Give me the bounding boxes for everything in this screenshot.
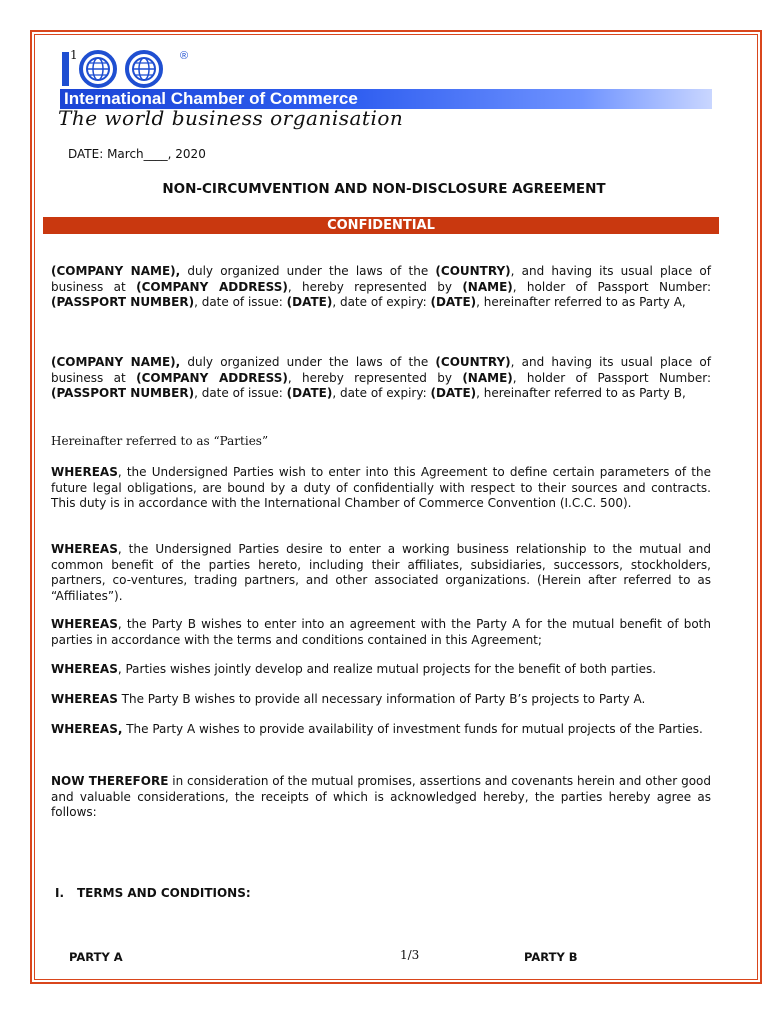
bold-text-run: (NAME) [462, 370, 513, 385]
text-run: , date of issue: [194, 386, 287, 400]
confidential-banner: CONFIDENTIAL [43, 217, 719, 234]
bold-text-run: (DATE) [286, 386, 333, 400]
party-b-paragraph [51, 355, 711, 402]
footer-party-a: PARTY A [69, 950, 123, 964]
whereas-clause-4 [51, 662, 711, 678]
text-run: , and having its usual place of business at [51, 355, 711, 385]
text-run: in consideration of the mutual promises, assertions and covenants herein and other good and valuable considerations, the receipts of which is acknowledged hereby, the parties hereby agree as follows: [51, 774, 711, 819]
bold-text-run: WHEREAS [51, 617, 118, 631]
registered-mark: ® [180, 50, 189, 62]
bold-text-run: (DATE) [430, 386, 477, 400]
text-run: The Party A wishes to provide availability of investment funds for mutual projects of the Parties. [122, 722, 703, 736]
text-run: duly organized under the laws of the [180, 355, 436, 369]
page-marker: 1 [70, 48, 78, 62]
text-run: , the Undersigned Parties wish to enter into this Agreement to define certain parameters of the future legal obligations, are bound by a duty of confidentially with respect to their sources and contracts. This duty is in accordance with the International Chamber of Commerce Convention (I.C.C. 500). [51, 465, 711, 510]
section-title: TERMS AND CONDITIONS: [77, 886, 251, 900]
document-title: NON-CIRCUMVENTION AND NON-DISCLOSURE AGREEMENT [162, 181, 606, 197]
bold-text-run: (COMPANY ADDRESS) [136, 279, 288, 294]
bold-text-run: (COMPANY ADDRESS) [136, 370, 288, 385]
icc-globe-logo-icon [60, 50, 180, 88]
bold-text-run: WHEREAS [51, 662, 118, 676]
bold-text-run: (PASSPORT NUMBER) [51, 386, 195, 400]
bold-text-run: NOW THEREFORE [51, 774, 169, 788]
text-run: , holder of Passport Number: [512, 279, 712, 294]
text-run: , hereby represented by [287, 279, 463, 294]
bold-text-run: WHEREAS, [51, 722, 123, 736]
whereas-clause-1 [51, 465, 711, 512]
tagline: The world business organisation [58, 106, 404, 130]
bold-text-run: (NAME) [462, 279, 513, 294]
footer-party-b: PARTY B [524, 950, 578, 964]
bold-text-run: WHEREAS [51, 692, 118, 706]
text-run: , date of expiry: [332, 295, 431, 309]
bold-text-run: (DATE) [430, 295, 477, 309]
bold-text-run: WHEREAS [51, 465, 118, 479]
footer-page-number: 1/3 [400, 948, 420, 962]
now-therefore-clause [51, 774, 711, 821]
text-run: , date of expiry: [332, 386, 431, 400]
bold-text-run: (PASSPORT NUMBER) [51, 295, 195, 309]
whereas-clause-3 [51, 617, 711, 648]
bold-text-run: (COMPANY NAME), [51, 264, 181, 278]
text-run: , hereinafter referred to as Party A, [476, 295, 686, 309]
whereas-clause-2 [51, 542, 711, 604]
organisation-banner: International Chamber of Commerce [60, 89, 712, 109]
date-line: DATE: March____, 2020 [68, 147, 206, 161]
text-run: , hereinafter referred to as Party B, [476, 386, 686, 400]
text-run: , the Party B wishes to enter into an agreement with the Party A for the mutual benefit of both parties in accordance with the terms and conditions contained in this Agreement; [51, 617, 711, 647]
bold-text-run: WHEREAS [51, 542, 118, 556]
text-run: , the Undersigned Parties desire to enter a working business relationship to the mutual and common benefit of the parties hereto, including their affiliates, subsidiaries, successors, stockholders, partners, co-ventures, trading partners, and other associated organizations. (Herein after referred to as “Affiliates”). [51, 542, 711, 603]
parties-definition: Hereinafter referred to as “Parties” [51, 434, 269, 448]
bold-text-run: (COUNTRY) [435, 355, 511, 369]
bold-text-run: (COUNTRY) [435, 264, 511, 278]
text-run: , and having its usual place of business at [51, 264, 711, 294]
section-number: I. [55, 886, 65, 900]
text-run: , hereby represented by [287, 370, 463, 385]
party-a-paragraph [51, 264, 711, 311]
text-run: , holder of Passport Number: [512, 370, 712, 385]
whereas-clause-6 [51, 722, 711, 738]
bold-text-run: (DATE) [286, 295, 333, 309]
text-run: duly organized under the laws of the [180, 264, 436, 278]
text-run: , Parties wishes jointly develop and realize mutual projects for the benefit of both parties. [117, 662, 657, 676]
text-run: The Party B wishes to provide all necessary information of Party B’s projects to Party A. [117, 692, 646, 706]
section-heading [55, 886, 251, 900]
bold-text-run: (COMPANY NAME), [51, 355, 181, 369]
text-run: , date of issue: [194, 295, 287, 309]
whereas-clause-5 [51, 692, 711, 708]
